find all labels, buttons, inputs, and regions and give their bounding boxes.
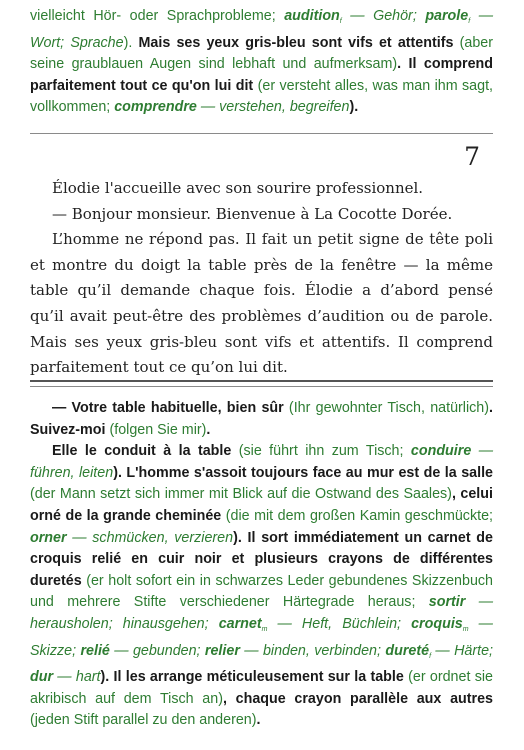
- gloss-text: —: [470, 8, 493, 24]
- german-translation: (der Mann setzt sich immer mit Blick auf die Ostwand des Saales): [30, 486, 452, 503]
- german-translation: (folgen Sie mir): [105, 421, 207, 438]
- gloss-text: ).: [123, 34, 139, 51]
- french-sentence: chaque crayon parallèle aux autres: [235, 690, 493, 707]
- punctuation: .: [206, 421, 211, 438]
- top-gloss-block: [30, 6, 493, 119]
- punctuation: ,: [222, 690, 236, 707]
- german-translation: (aber seine graublauen Augen sind lebhaft und aufmerksam): [30, 34, 494, 73]
- vocab-word: audition: [284, 8, 340, 24]
- gloss-text: — Gehör;: [341, 8, 426, 24]
- punctuation: .: [256, 712, 261, 729]
- vocab-word: comprendre: [114, 99, 197, 116]
- gloss-text: — führen, leiten: [30, 443, 493, 481]
- divider-rule: [30, 133, 493, 134]
- german-translation: (die mit dem großen Kamin geschmückte;: [221, 507, 493, 524]
- french-sentence: Suivez-moi: [30, 421, 106, 438]
- german-translation: (er ordnet sie akribisch auf dem Tisch an): [30, 669, 493, 707]
- gloss-text: — binden, verbinden;: [239, 642, 386, 659]
- vocab-word: orner: [30, 529, 67, 546]
- page-number: 7: [464, 142, 480, 171]
- gender-marker: f: [339, 18, 342, 25]
- vocab-word: croquis: [411, 615, 463, 632]
- punctuation: ).: [100, 669, 114, 686]
- vocab-word: parole: [425, 8, 469, 24]
- bilingual-paragraph: [30, 441, 493, 732]
- gender-marker: f: [468, 18, 471, 25]
- vocab-word: dureté: [385, 642, 430, 659]
- gender-marker: f: [429, 652, 432, 660]
- punctuation: ).: [233, 529, 248, 546]
- bilingual-paragraph: [30, 398, 493, 441]
- gloss-text: — Härte;: [431, 642, 493, 659]
- french-sentence: Il sort immédiatement un carnet de croquis relié en cuir noir et plusieurs crayons de différentes duretés: [30, 529, 493, 589]
- divider-rule-thin: [30, 386, 493, 387]
- german-translation: (er versteht alles, was man ihm sagt, vollkommen;: [30, 77, 494, 116]
- story-text: [30, 176, 493, 381]
- punctuation: .: [397, 56, 409, 73]
- vocab-word: dur: [30, 669, 54, 686]
- story-paragraph: L’homme ne répond pas. Il fait un petit signe de tête poli et montre du doigt la table près de la fenêtre — la même table qu’il demande chaque fois. Élodie a d’abord pensé qu’il avait peut-être des problèmes d’audition ou de parole. Mais ses yeux gris-bleu sont vifs et attentifs. Il comprend parfaitement tout ce qu’on lui dit.: [30, 230, 493, 377]
- punctuation: ,: [451, 486, 461, 503]
- vocab-word: carnet: [218, 615, 262, 632]
- punctuation: ).: [349, 99, 359, 116]
- gloss-text: — Heft, Büchlein;: [267, 615, 412, 632]
- gloss-text: — herausholen; hinausgehen;: [30, 594, 493, 632]
- vocab-word: sortir: [428, 594, 466, 611]
- gloss-text: — gebunden;: [109, 642, 205, 659]
- gloss-text: — verstehen, begreifen: [196, 99, 350, 116]
- french-sentence: Elle le conduit à la table: [52, 443, 232, 460]
- german-translation: (Ihr gewohnter Tisch, natürlich): [283, 400, 489, 416]
- top-paragraph: [30, 6, 493, 119]
- vocab-word: relié: [80, 642, 110, 659]
- gender-marker: m: [462, 625, 469, 633]
- german-translation: (jeden Stift parallel zu den anderen): [30, 712, 257, 729]
- french-sentence: Mais ses yeux gris-bleu sont vifs et attentifs: [138, 34, 454, 51]
- german-translation: (sie führt ihn zum Tisch;: [231, 443, 411, 460]
- french-sentence: L'homme s'assoit toujours face au mur est de la salle: [126, 464, 494, 481]
- story-paragraph: — Bonjour monsieur. Bienvenue à La Cocotte Dorée.: [52, 204, 453, 223]
- gloss-text: Wort; Sprache: [30, 34, 124, 51]
- bottom-gloss-block: [30, 398, 493, 732]
- gloss-text: — schmücken, verzieren: [66, 529, 234, 546]
- french-sentence: — Votre table habituelle, bien sûr: [52, 400, 284, 416]
- french-sentence: Il les arrange méticuleusement sur la table: [113, 669, 404, 686]
- french-sentence: Il comprend parfaitement tout ce qu'on lui dit: [30, 56, 493, 94]
- gloss-text: — Skizze;: [30, 615, 493, 659]
- vocab-word: relier: [204, 642, 240, 659]
- german-translation: (er holt sofort ein in schwarzes Leder gebundenes Skizzenbuch und mehrere Stifte verschiedener Härtegrade heraus;: [30, 572, 493, 611]
- punctuation: ).: [113, 464, 127, 481]
- story-paragraph: Élodie l'accueille avec son sourire professionnel.: [52, 179, 424, 197]
- punctuation: .: [489, 400, 493, 416]
- french-sentence: celui orné de la grande cheminée: [30, 486, 493, 524]
- gender-marker: m: [261, 625, 268, 633]
- vocab-word: conduire: [410, 443, 472, 460]
- gloss-text: vielleicht Hör- oder Sprachprobleme;: [30, 8, 285, 24]
- divider-rule-thick: [30, 380, 493, 382]
- gloss-text: — hart: [53, 669, 101, 686]
